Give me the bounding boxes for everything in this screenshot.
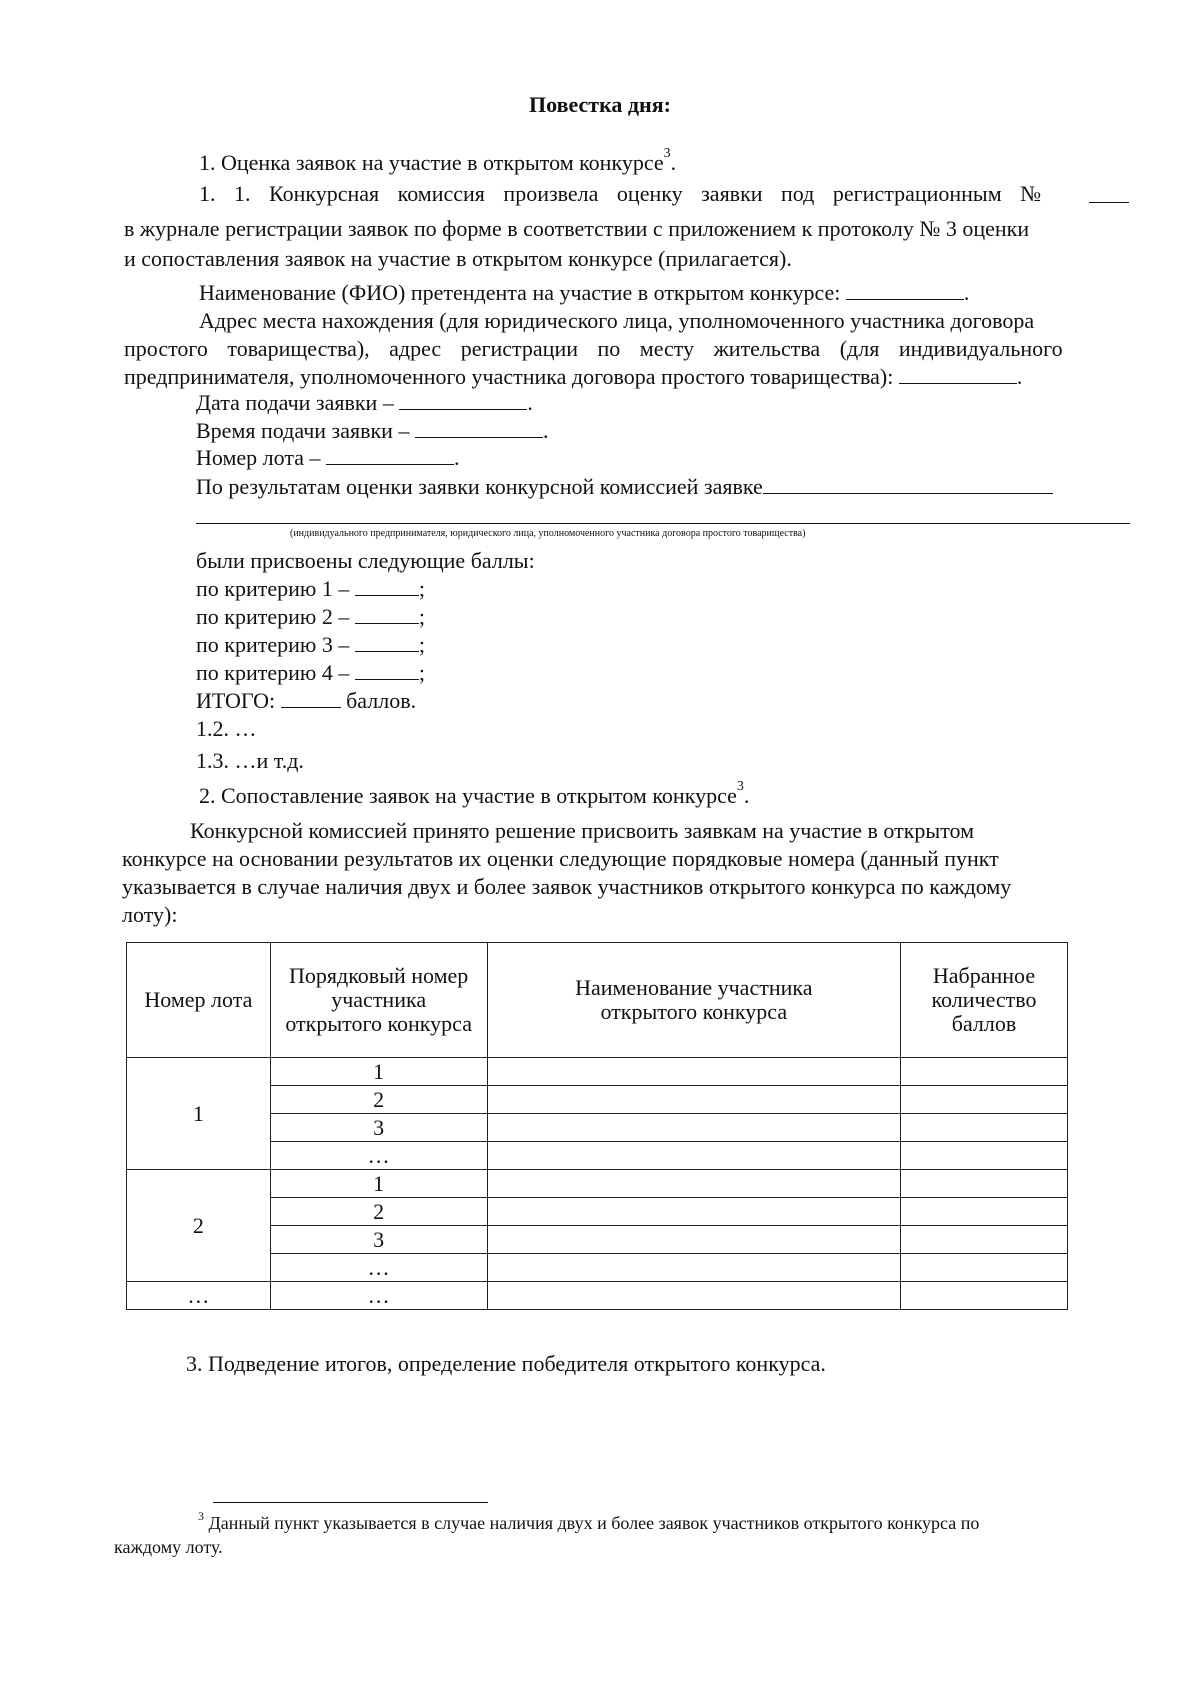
item2-p-line4: лоту): [122,902,178,927]
footnote-ref: 3 [736,779,744,794]
result-note: (индивидуального предпринимателя, юридического лица, уполномоченного участника договора простого товарищества) [290,528,806,539]
name-blank [846,298,964,300]
address-line1: Адрес места нахождения (для юридического лица, уполномоченного участника договора [199,308,1035,333]
footnote-line1: $^3$ Данный пункт указывается в случае наличия двух и более заявок участников открытого конкурса по [198,1509,980,1533]
sub-item-1-3: 1.3. …и т.д. [196,748,304,773]
rank-cell: … [270,1142,487,1170]
total-blank [281,706,341,708]
lot-field: Номер лота – . [196,445,460,470]
item1-p1-line3: и сопоставления заявок на участие в открытом конкурсе (прилагается). [124,246,792,271]
rank-cell: … [270,1254,487,1282]
header-participant-rank: Порядковый номер участника открытого конкурса [270,943,487,1058]
criterion-3: по критерию 3 – ; [196,632,425,657]
lot-cell: 1 [127,1058,271,1170]
rank-cell: 1 [270,1058,487,1086]
date-field: Дата подачи заявки – . [196,390,533,415]
ranking-table [126,942,1068,1310]
lot-blank [326,463,454,465]
item3-heading: 3. Подведение итогов, определение победителя открытого конкурса. [186,1351,826,1376]
item1-p1-line2: в журнале регистрации заявок по форме в соответствии с приложением к протоколу № 3 оценки [124,216,1030,241]
time-blank [415,436,543,438]
criterion-4: по критерию 4 – ; [196,660,425,685]
address-blank [899,382,1017,384]
item2-heading: 2. Сопоставление заявок на участие в открытом конкурсе$^3$. [199,779,750,808]
footnote-separator [213,1502,488,1503]
rank-cell: 1 [270,1170,487,1198]
footnote-ref: 3 [663,146,671,161]
result-rule [196,523,1130,524]
table-row [127,1170,1068,1198]
time-field: Время подачи заявки – . [196,418,549,443]
item1-heading: 1. Оценка заявок на участие в открытом конкурсе$^3$. [199,146,677,175]
rank-cell: 3 [270,1114,487,1142]
header-participant-name: Наименование участника открытого конкурса [487,943,900,1058]
item1-p1-line1: 1. 1. Конкурсная комиссия произвела оценку заявки под регистрационным № [199,181,1129,207]
result-field: По результатам оценки заявки конкурсной комиссией заявке [196,474,1053,500]
table-row [127,1282,1068,1310]
lot-cell: 2 [127,1170,271,1282]
header-score: Набранное количество баллов [901,943,1068,1058]
address-line2: простого товарищества), адрес регистрации по месту жительства (для индивидуального [124,336,1063,361]
criterion-1: по критерию 1 – ; [196,576,425,601]
date-blank [399,408,527,410]
rank-cell: 2 [270,1198,487,1226]
address-line3: предпринимателя, уполномоченного участника договора простого товарищества): . [124,364,1023,389]
rank-cell: 2 [270,1086,487,1114]
item2-p-line3: указывается в случае наличия двух и более заявок участников открытого конкурса по каждому [122,874,1012,899]
footnote-line2: каждому лоту. [114,1537,223,1557]
table-header-row [127,943,1068,1058]
total-field: ИТОГО: баллов. [196,688,417,713]
result-blank [763,492,1053,494]
scores-label: были присвоены следующие баллы: [196,548,535,573]
name-field: Наименование (ФИО) претендента на участие в открытом конкурсе: . [199,280,970,305]
header-lot-number: Номер лота [127,943,271,1058]
criterion-2: по критерию 2 – ; [196,604,425,629]
table-row [127,1058,1068,1086]
rank-cell: … [270,1282,487,1310]
page-title: Повестка дня: [529,92,671,117]
sub-item-1-2: 1.2. … [196,716,257,741]
item2-p-line1: Конкурсной комиссией принято решение присвоить заявкам на участие в открытом [190,818,975,843]
item2-p-line2: конкурсе на основании результатов их оценки следующие порядковые номера (данный пункт [122,846,999,871]
lot-cell: … [127,1282,271,1310]
registration-number-blank [1089,201,1129,203]
rank-cell: 3 [270,1226,487,1254]
